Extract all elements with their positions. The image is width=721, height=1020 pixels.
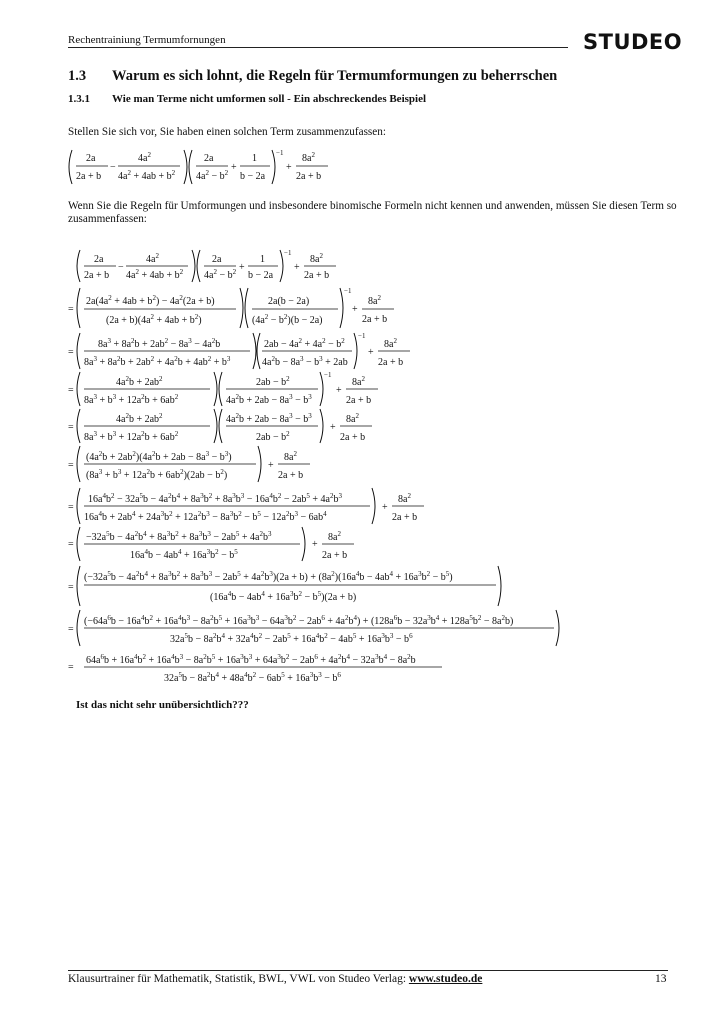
svg-text:32a5b − 8a2b4 + 32a4b2 − 2ab5: $32a^5b - 8a^2b^4 + 32a^4b^2 - 2ab^5 + 16a^4b^2 - 4ab^5 + 16a^3b^3 - b^6$ — [170, 632, 413, 645]
svg-text:=: = — [68, 347, 74, 358]
svg-text:+: + — [336, 385, 342, 396]
svg-text:1: 1 — [260, 254, 265, 265]
derivation-step-10 — [68, 610, 559, 646]
intro-paragraph: Stellen Sie sich vor, Sie haben einen solchen Term zusammenzufassen: — [68, 126, 386, 138]
svg-text:−: − — [110, 162, 116, 173]
svg-text:4a2 − b2: $4a^2 - b^2$ — [196, 169, 229, 182]
derivation-step-11 — [68, 653, 442, 684]
derivation-step-8 — [68, 527, 354, 561]
svg-text:4a2 − b2: $4a^2 - b^2$ — [204, 268, 237, 281]
svg-text:2a(4a2 + 4ab + b2) − 4a2(2a +: $2a(4a^2 + 4ab + b^2) - 4a^2(2a + b)$ — [86, 294, 215, 307]
svg-text:8a2: $8a^2$ — [328, 530, 341, 543]
studeo-logo: STUDEO — [583, 30, 683, 54]
svg-text:4a2b + 2ab2: $4a^2b + 2ab^2$ — [116, 412, 163, 425]
section-heading — [68, 68, 557, 85]
svg-text:8a2: $8a^2$ — [284, 450, 297, 463]
svg-text:32a5b − 8a2b4 + 48a4b2 − 6ab5: $32a^5b - 8a^2b^4 + 48a^4b^2 - 6ab^5 + 16a^3b^3 - b^6$ — [164, 671, 341, 684]
svg-text:2ab − 4a2 + 4a2 − b2: $2ab - 4a^2 + 4a^2 - b^2$ — [264, 337, 345, 350]
svg-text:8a3 + b3 + 12a2b + 6ab2: $8a^3 + b^3 + 12a^2b + 6ab^2$ — [84, 430, 179, 443]
svg-text:=: = — [68, 460, 74, 471]
svg-text:(2a + b)(4a2 + 4ab + b2): $(2a + b)(4a^2 + 4ab + b^2)$ — [106, 313, 202, 326]
svg-text:16a4b + 2ab4 + 24a3b2 + 12a2b3: $16a^4b + 2ab^4 + 24a^3b^2 + 12a^2b^3 - 8a^3b^2 - b^5 - 12a^2b^3 - 6ab^4$ — [84, 510, 327, 523]
svg-text:8a3 + 8a2b + 2ab2 − 8a3 − 4a2b: $8a^3 + 8a^2b + 2ab^2 - 8a^3 - 4a^2b$ — [98, 337, 221, 350]
svg-text:8a2: $8a^2$ — [346, 412, 359, 425]
svg-text:(−32a5b − 4a2b4 + 8a3b2 + 8a3b: $(-32a^5b - 4a^2b^4 + 8a^3b^2 + 8a^3b^3 - 2ab^5 + 4a^2b^3)(2a + b) + (8a^2)(16a^4b - 4ab^4 + 16a^3b^2 - b^5)$ — [84, 570, 453, 583]
svg-text:4a2b − 8a3 − b3 + 2ab: $4a^2b - 8a^3 - b^3 + 2ab$ — [262, 355, 348, 368]
section-title: Warum es sich lohnt, die Regeln für Termumformungen zu beherrschen — [112, 68, 558, 84]
svg-text:−1: −1 — [284, 249, 292, 257]
svg-text:4a2: $4a^2$ — [138, 151, 151, 164]
subsection-title: Wie man Terme nicht umformen soll - Ein abschreckendes Beispiel — [112, 93, 427, 105]
svg-text:+: + — [382, 502, 388, 513]
svg-text:2a + b: 2a + b — [378, 357, 404, 368]
svg-text:=: = — [68, 662, 74, 673]
svg-text:2a + b: 2a + b — [322, 550, 348, 561]
svg-text:4a2: $4a^2$ — [146, 252, 159, 265]
svg-text:b − 2a: b − 2a — [248, 270, 274, 281]
page-footer — [68, 973, 482, 985]
svg-text:2a(b − 2a): 2a(b − 2a) — [268, 296, 310, 307]
svg-text:8a2: $8a^2$ — [352, 375, 365, 388]
svg-text:8a3 + 8a2b + 2ab2 + 4a2b + 4ab: $8a^3 + 8a^2b + 2ab^2 + 4a^2b + 4ab^2 + b^3$ — [84, 355, 231, 368]
svg-text:2a + b: 2a + b — [392, 512, 418, 523]
svg-text:2a: 2a — [86, 153, 96, 164]
svg-text:4a2 + 4ab + b2: $4a^2 + 4ab + b^2$ — [118, 169, 176, 182]
svg-text:+: + — [286, 162, 292, 173]
svg-text:2a: 2a — [212, 254, 222, 265]
svg-text:4a2b + 2ab − 8a3 − b3: $4a^2b + 2ab - 8a^3 - b^3$ — [226, 393, 312, 406]
svg-text:(16a4b − 4ab4 + 16a3b2 − b5)(2: $(16a^4b - 4ab^4 + 16a^3b^2 - b^5)(2a + b)$ — [210, 590, 357, 603]
svg-text:=: = — [68, 539, 74, 550]
svg-text:−1: −1 — [344, 287, 352, 295]
svg-text:(−64a6b − 16a4b2 + 16a4b3 − 8a: $(-64a^6b - 16a^4b^2 + 16a^4b^3 - 8a^2b^5 + 16a^3b^3 - 64a^3b^2 - 2ab^6 + 4a^2b^4) + (128a^6b - 32a^3b^4 + 128a^5b^2 - 8a^2b)$ — [84, 614, 514, 627]
subsection-heading — [68, 93, 426, 105]
derivation-step-6 — [68, 446, 310, 482]
svg-text:+: + — [352, 304, 358, 315]
svg-text:(4a2 − b2)(b − 2a): $(4a^2 - b^2)(b - 2a)$ — [252, 313, 323, 326]
svg-text:64a6b + 16a4b2 + 16a4b3 − 8a2b: $64a^6b + 16a^4b^2 + 16a^4b^3 - 8a^2b^5 + 16a^3b^3 + 64a^3b^2 - 2ab^6 + 4a^2b^4 - 32a^3b^4 - 8a^2b$ — [86, 653, 416, 666]
derivation-step-9 — [68, 566, 501, 606]
derivation-step-4 — [68, 371, 378, 406]
svg-text:=: = — [68, 385, 74, 396]
svg-text:2a + b: 2a + b — [346, 395, 372, 406]
svg-text:8a2: $8a^2$ — [368, 294, 381, 307]
svg-text:(4a2b + 2ab2)(4a2b + 2ab − 8a3: $(4a^2b + 2ab^2)(4a^2b + 2ab - 8a^3 - b^3)$ — [86, 450, 232, 463]
svg-text:+: + — [368, 347, 374, 358]
footer-rule — [68, 970, 668, 971]
svg-text:=: = — [68, 502, 74, 513]
derivation-step-3 — [68, 332, 410, 369]
svg-text:8a2: $8a^2$ — [398, 492, 411, 505]
derivation-formula — [60, 244, 560, 689]
svg-text:8a2: $8a^2$ — [302, 151, 315, 164]
svg-text:4a2 + 4ab + b2: $4a^2 + 4ab + b^2$ — [126, 268, 184, 281]
svg-text:1: 1 — [252, 153, 257, 164]
svg-text:−1: −1 — [324, 371, 332, 379]
svg-text:+: + — [231, 162, 237, 173]
svg-text:16a4b2 − 32a5b − 4a2b4 + 8a3b2: $16a^4b^2 - 32a^5b - 4a^2b^4 + 8a^3b^2 + 8a^3b^3 - 16a^4b^2 - 2ab^5 + 4a^2b^3$ — [88, 492, 342, 505]
svg-text:−: − — [118, 262, 124, 273]
intro-formula — [66, 146, 336, 188]
svg-text:−1: −1 — [276, 149, 284, 157]
svg-text:2a + b: 2a + b — [304, 270, 330, 281]
svg-text:8a3 + b3 + 12a2b + 6ab2: $8a^3 + b^3 + 12a^2b + 6ab^2$ — [84, 393, 179, 406]
svg-text:=: = — [68, 422, 74, 433]
svg-text:=: = — [68, 624, 74, 635]
explanation-paragraph: Wenn Sie die Regeln für Umformungen und insbesondere binomische Formeln nicht kennen und anwenden, müssen Sie diesen Term so zusammenfassen: — [68, 200, 677, 225]
svg-text:2a: 2a — [94, 254, 104, 265]
svg-text:−1: −1 — [358, 332, 366, 340]
svg-text:2ab − b2: $2ab - b^2$ — [256, 430, 290, 443]
svg-text:−32a5b − 4a2b4 + 8a3b2 + 8a3b3: $-32a^5b - 4a^2b^4 + 8a^3b^2 + 8a^3b^3 - 2ab^5 + 4a^2b^3$ — [86, 530, 272, 543]
svg-text:2a + b: 2a + b — [278, 470, 304, 481]
svg-text:2a + b: 2a + b — [84, 270, 110, 281]
svg-text:+: + — [239, 262, 245, 273]
derivation-step-2 — [68, 287, 394, 328]
svg-text:2a + b: 2a + b — [76, 171, 102, 182]
subsection-number: 1.3.1 — [68, 93, 90, 105]
svg-text:8a2: $8a^2$ — [384, 337, 397, 350]
studeo-website-link[interactable]: www.studeo.de — [408, 973, 483, 985]
derivation-step-5 — [68, 409, 372, 443]
svg-text:=: = — [68, 304, 74, 315]
svg-text:2ab − b2: $2ab - b^2$ — [256, 375, 290, 388]
derivation-step-7 — [68, 488, 424, 524]
section-number: 1.3 — [68, 68, 87, 84]
page-number: 13 — [655, 973, 667, 985]
running-header: Rechentrainiung Termumfornungen — [68, 34, 226, 46]
closing-question: Ist das nicht sehr unübersichtlich??? — [76, 699, 249, 711]
svg-text:2a: 2a — [204, 153, 214, 164]
svg-text:4a2b + 2ab − 8a3 − b3: $4a^2b + 2ab - 8a^3 - b^3$ — [226, 412, 312, 425]
derivation-step-1 — [77, 249, 336, 282]
svg-text:2a + b: 2a + b — [362, 314, 388, 325]
svg-text:8a2: $8a^2$ — [310, 252, 323, 265]
svg-text:b − 2a: b − 2a — [240, 171, 266, 182]
footer-text: Klausurtrainer für Mathematik, Statistik, BWL, VWL von Studeo Verlag: — [68, 973, 407, 985]
header-rule — [68, 47, 568, 48]
svg-text:+: + — [330, 422, 336, 433]
svg-text:+: + — [312, 539, 318, 550]
svg-text:(8a3 + b3 + 12a2b + 6ab2)(2ab: $(8a^3 + b^3 + 12a^2b + 6ab^2)(2ab - b^2)$ — [86, 468, 228, 481]
svg-text:+: + — [294, 262, 300, 273]
svg-text:4a2b + 2ab2: $4a^2b + 2ab^2$ — [116, 375, 163, 388]
svg-text:2a + b: 2a + b — [340, 432, 366, 443]
svg-text:+: + — [268, 460, 274, 471]
svg-text:16a4b − 4ab4 + 16a3b2 − b5: $16a^4b - 4ab^4 + 16a^3b^2 - b^5$ — [130, 548, 238, 561]
svg-text:2a + b: 2a + b — [296, 171, 322, 182]
svg-text:=: = — [68, 582, 74, 593]
